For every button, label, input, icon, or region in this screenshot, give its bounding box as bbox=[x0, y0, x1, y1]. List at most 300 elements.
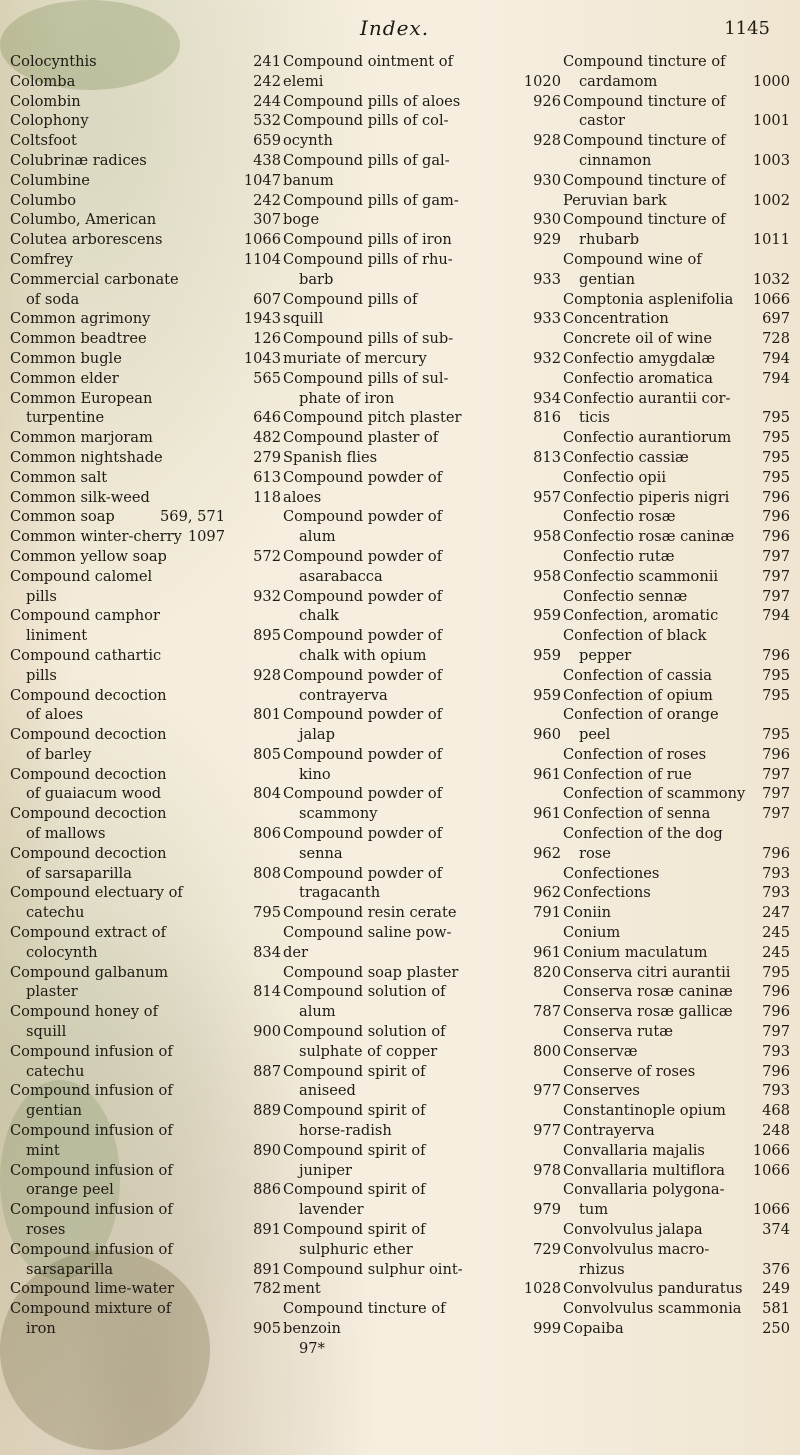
index-entry bbox=[515, 1141, 790, 1161]
index-entry bbox=[515, 1319, 790, 1339]
index-entry bbox=[10, 745, 225, 765]
entry-page: 933 bbox=[533, 310, 561, 328]
entry-text: Concentration bbox=[563, 310, 669, 328]
entry-page: 805 bbox=[253, 745, 281, 763]
entry-text: Compound calomel bbox=[10, 567, 153, 585]
entry-text: Convallaria multiflora bbox=[563, 1161, 725, 1179]
index-entry bbox=[10, 982, 225, 1002]
index-entry bbox=[10, 1141, 225, 1161]
index-entry bbox=[515, 369, 790, 389]
entry-page: 307 bbox=[253, 211, 281, 229]
entry-page: 795 bbox=[762, 429, 790, 447]
index-entry bbox=[515, 1200, 790, 1220]
entry-text: Convallaria polygona- bbox=[563, 1181, 725, 1199]
index-entry bbox=[10, 111, 225, 131]
index-entry bbox=[235, 408, 510, 428]
entry-text: Confection of opium bbox=[563, 686, 713, 704]
entry-text: pills bbox=[26, 587, 57, 605]
index-entry bbox=[10, 290, 225, 310]
entry-page: 1002 bbox=[752, 191, 790, 209]
entry-page: 438 bbox=[253, 151, 281, 169]
entry-text: Compound galbanum bbox=[10, 963, 169, 981]
entry-page: 929 bbox=[533, 231, 561, 249]
entry-text: squill bbox=[26, 1023, 67, 1041]
entry-text: tum bbox=[579, 1201, 609, 1219]
index-entry bbox=[10, 725, 225, 745]
index-entry bbox=[10, 1101, 225, 1121]
entry-text: Compound powder of bbox=[283, 825, 443, 843]
entry-page: 581 bbox=[762, 1300, 790, 1318]
entry-text: Compound infusion of bbox=[10, 1161, 173, 1179]
index-entry bbox=[235, 784, 510, 804]
entry-page: 797 bbox=[762, 1023, 790, 1041]
index-entry bbox=[235, 448, 510, 468]
index-entry bbox=[10, 1062, 225, 1082]
entry-page: 1066 bbox=[752, 1161, 790, 1179]
index-entry bbox=[10, 1081, 225, 1101]
index-entry bbox=[10, 567, 225, 587]
entry-text: kino bbox=[299, 765, 331, 783]
entry-page: 532 bbox=[253, 112, 281, 130]
entry-text: chalk with opium bbox=[299, 646, 427, 664]
index-entry bbox=[10, 151, 225, 171]
entry-text: chalk bbox=[299, 607, 339, 625]
entry-text: Compound tincture of bbox=[563, 171, 726, 189]
entry-page: 926 bbox=[533, 92, 561, 110]
entry-page: 729 bbox=[533, 1240, 561, 1258]
entry-page: 933 bbox=[533, 270, 561, 288]
entry-text: Compound spirit of bbox=[283, 1062, 426, 1080]
running-title: Index. bbox=[360, 16, 430, 40]
index-entry bbox=[235, 488, 510, 508]
entry-text: liniment bbox=[26, 627, 88, 645]
index-entry bbox=[515, 626, 790, 646]
entry-page: 794 bbox=[762, 369, 790, 387]
entry-text: Comptonia asplenifolia bbox=[563, 290, 734, 308]
entry-text: Confectio opii bbox=[563, 468, 666, 486]
entry-text: contrayerva bbox=[299, 686, 388, 704]
entry-text: Compound spirit of bbox=[283, 1141, 426, 1159]
index-entry bbox=[10, 784, 225, 804]
entry-text: Compound honey of bbox=[10, 1003, 158, 1021]
entry-page: 482 bbox=[253, 429, 281, 447]
index-entry bbox=[235, 349, 510, 369]
entry-text: Compound powder of bbox=[283, 508, 443, 526]
entry-text: Compound tincture of bbox=[563, 53, 726, 70]
index-entry bbox=[10, 448, 225, 468]
index-entry bbox=[10, 230, 225, 250]
index-entry bbox=[235, 765, 510, 785]
entry-text: Compound pills of rhu- bbox=[283, 250, 453, 268]
index-entry bbox=[235, 963, 510, 983]
index-entry bbox=[515, 131, 790, 151]
entry-page: 791 bbox=[533, 904, 561, 922]
entry-page: 814 bbox=[253, 983, 281, 1001]
entry-text: benzoin bbox=[283, 1320, 341, 1337]
entry-page: 891 bbox=[253, 1221, 281, 1239]
index-entry bbox=[10, 52, 225, 72]
entry-text: Common silk-weed bbox=[10, 488, 150, 506]
entry-page: 796 bbox=[762, 646, 790, 664]
entry-page: 376 bbox=[762, 1260, 790, 1278]
index-entry bbox=[235, 1279, 510, 1299]
index-entry bbox=[515, 428, 790, 448]
entry-page: 808 bbox=[253, 864, 281, 882]
index-entry bbox=[515, 784, 790, 804]
index-entry bbox=[235, 151, 510, 171]
index-entry bbox=[10, 131, 225, 151]
entry-text: Colutea arborescens bbox=[10, 231, 163, 249]
entry-page: 241 bbox=[253, 53, 281, 70]
index-entry bbox=[10, 408, 225, 428]
index-entry bbox=[10, 1319, 225, 1339]
entry-text: Common winter-cherry bbox=[10, 528, 182, 546]
entry-text: lavender bbox=[299, 1201, 364, 1219]
entry-page: 961 bbox=[533, 805, 561, 823]
index-entry bbox=[10, 903, 225, 923]
entry-text: catechu bbox=[26, 904, 85, 922]
index-entry bbox=[515, 270, 790, 290]
index-entry bbox=[235, 131, 510, 151]
entry-text: Compound solution of bbox=[283, 983, 446, 1001]
entry-text: Compound decoction bbox=[10, 726, 167, 744]
entry-text: Confectio rutæ bbox=[563, 547, 675, 565]
entry-page: 793 bbox=[762, 864, 790, 882]
entry-page: 565 bbox=[253, 369, 281, 387]
entry-text: Compound decoction bbox=[10, 844, 167, 862]
entry-text: Confection, aromatic bbox=[563, 607, 719, 625]
entry-text: Compound electuary of bbox=[10, 884, 183, 902]
entry-text: Confection of senna bbox=[563, 805, 711, 823]
entry-text: rose bbox=[579, 844, 611, 862]
index-entry bbox=[10, 349, 225, 369]
entry-text: peel bbox=[579, 726, 611, 744]
index-entry bbox=[10, 72, 225, 92]
entry-text: Compound wine of bbox=[563, 250, 702, 268]
entry-text: aniseed bbox=[299, 1082, 356, 1100]
index-entry bbox=[235, 1161, 510, 1181]
entry-page: 905 bbox=[253, 1320, 281, 1337]
entry-text: Conserva rosæ caninæ bbox=[563, 983, 733, 1001]
index-entry bbox=[515, 250, 790, 270]
entry-page: 697 bbox=[762, 310, 790, 328]
index-entry bbox=[515, 903, 790, 923]
index-entry bbox=[10, 1121, 225, 1141]
entry-text: turpentine bbox=[26, 409, 105, 427]
entry-page: 374 bbox=[762, 1221, 790, 1239]
entry-page: 800 bbox=[533, 1042, 561, 1060]
index-entry bbox=[515, 1062, 790, 1082]
entry-text: Compound cathartic bbox=[10, 646, 162, 664]
index-entry bbox=[515, 963, 790, 983]
entry-page: 795 bbox=[762, 726, 790, 744]
entry-text: Common agrimony bbox=[10, 310, 151, 328]
entry-page: 958 bbox=[533, 528, 561, 546]
page-header bbox=[0, 10, 800, 50]
index-entry bbox=[10, 1260, 225, 1280]
entry-page: 1943 bbox=[243, 310, 281, 328]
entry-text: rhubarb bbox=[579, 231, 640, 249]
entry-text: Confectio sennæ bbox=[563, 587, 688, 605]
index-entry bbox=[515, 864, 790, 884]
index-entry bbox=[235, 1002, 510, 1022]
index-entry bbox=[515, 1299, 790, 1319]
entry-text: Compound plaster of bbox=[283, 429, 439, 447]
entry-text: Compound camphor bbox=[10, 607, 160, 625]
index-entry bbox=[235, 1260, 510, 1280]
entry-text: squill bbox=[283, 310, 324, 328]
index-entry bbox=[515, 1260, 790, 1280]
entry-page: 978 bbox=[533, 1161, 561, 1179]
index-entry bbox=[515, 329, 790, 349]
entry-text: of soda bbox=[26, 290, 80, 308]
entry-page: 795 bbox=[762, 666, 790, 684]
entry-page: 962 bbox=[533, 884, 561, 902]
entry-text: Compound powder of bbox=[283, 468, 443, 486]
entry-page: 961 bbox=[533, 943, 561, 961]
entry-text: Compound pills of bbox=[283, 290, 418, 308]
entry-text: Compound resin cerate bbox=[283, 904, 457, 922]
entry-text: Compound infusion of bbox=[10, 1201, 173, 1219]
index-entry bbox=[10, 329, 225, 349]
index-entry bbox=[515, 389, 790, 409]
index-entry bbox=[10, 587, 225, 607]
index-entry bbox=[515, 1121, 790, 1141]
index-entry bbox=[235, 1101, 510, 1121]
entry-text: banum bbox=[283, 171, 334, 189]
entry-page: 816 bbox=[533, 409, 561, 427]
entry-text: colocynth bbox=[26, 943, 98, 961]
entry-text: Compound extract of bbox=[10, 924, 166, 942]
index-entry bbox=[515, 1240, 790, 1260]
entry-page: 890 bbox=[253, 1141, 281, 1159]
index-entry bbox=[515, 824, 790, 844]
index-entry bbox=[235, 72, 510, 92]
page-number: 1145 bbox=[724, 18, 770, 39]
entry-page: 793 bbox=[762, 1042, 790, 1060]
entry-text: Columbo bbox=[10, 191, 76, 209]
entry-text: jalap bbox=[299, 726, 335, 744]
entry-text: Commercial carbonate bbox=[10, 270, 179, 288]
index-entry bbox=[10, 864, 225, 884]
index-entry bbox=[515, 1161, 790, 1181]
entry-page: 796 bbox=[762, 983, 790, 1001]
entry-text: asarabacca bbox=[299, 567, 383, 585]
index-entry bbox=[235, 725, 510, 745]
entry-page: 1020 bbox=[523, 72, 561, 90]
entry-text: Compound tincture of bbox=[283, 1300, 446, 1318]
entry-text: Convolvulus macro- bbox=[563, 1240, 710, 1258]
entry-page: 796 bbox=[762, 488, 790, 506]
entry-text: Compound spirit of bbox=[283, 1221, 426, 1239]
entry-page: 900 bbox=[253, 1023, 281, 1041]
index-entry bbox=[10, 1002, 225, 1022]
index-entry bbox=[235, 1141, 510, 1161]
index-entry bbox=[515, 1022, 790, 1042]
entry-text: Coniin bbox=[563, 904, 612, 922]
entry-page: 797 bbox=[762, 805, 790, 823]
index-entry bbox=[235, 824, 510, 844]
entry-text: mint bbox=[26, 1141, 60, 1159]
entry-text: phate of iron bbox=[299, 389, 395, 407]
entry-text: of mallows bbox=[26, 825, 106, 843]
index-entry bbox=[10, 824, 225, 844]
index-entry bbox=[515, 646, 790, 666]
entry-text: Constantinople opium bbox=[563, 1102, 726, 1120]
index-entry bbox=[10, 686, 225, 706]
index-entry bbox=[515, 111, 790, 131]
entry-page: 613 bbox=[253, 468, 281, 486]
index-entry bbox=[235, 111, 510, 131]
index-entry bbox=[515, 349, 790, 369]
entry-page: 797 bbox=[762, 587, 790, 605]
entry-text: Compound solution of bbox=[283, 1023, 446, 1041]
index-entry bbox=[515, 527, 790, 547]
entry-text: Compound decoction bbox=[10, 805, 167, 823]
entry-page: 820 bbox=[533, 963, 561, 981]
index-entry bbox=[10, 1220, 225, 1240]
entry-text: Compound powder of bbox=[283, 627, 443, 645]
index-column-3 bbox=[515, 52, 790, 1432]
entry-text: Common elder bbox=[10, 369, 119, 387]
entry-page: 248 bbox=[762, 1122, 790, 1140]
index-entry bbox=[515, 883, 790, 903]
entry-text: Comfrey bbox=[10, 250, 74, 268]
index-entry bbox=[235, 1319, 510, 1339]
index-entry bbox=[515, 1180, 790, 1200]
index-entry bbox=[235, 686, 510, 706]
entry-page: 794 bbox=[762, 349, 790, 367]
index-entry bbox=[515, 52, 790, 72]
index-entry bbox=[235, 250, 510, 270]
index-entry bbox=[515, 567, 790, 587]
entry-text: Copaiba bbox=[563, 1320, 624, 1337]
entry-text: Conserva rutæ bbox=[563, 1023, 673, 1041]
entry-text: horse-radish bbox=[299, 1122, 392, 1140]
entry-text: Compound infusion of bbox=[10, 1240, 173, 1258]
entry-text: Compound spirit of bbox=[283, 1181, 426, 1199]
index-entry bbox=[10, 765, 225, 785]
index-entry bbox=[235, 705, 510, 725]
index-entry bbox=[515, 705, 790, 725]
entry-text: Compound pills of iron bbox=[283, 231, 452, 249]
index-entry bbox=[515, 1002, 790, 1022]
entry-text: ment bbox=[283, 1280, 321, 1298]
index-entry bbox=[10, 547, 225, 567]
index-entry bbox=[515, 191, 790, 211]
entry-page: 959 bbox=[533, 607, 561, 625]
entry-text: elemi bbox=[283, 72, 324, 90]
entry-text: Conservæ bbox=[563, 1042, 638, 1060]
index-entry bbox=[10, 507, 225, 527]
entry-page: 795 bbox=[762, 448, 790, 466]
index-entry bbox=[10, 1161, 225, 1181]
entry-text: tragacanth bbox=[299, 884, 381, 902]
index-entry bbox=[235, 844, 510, 864]
index-entry bbox=[515, 765, 790, 785]
entry-text: Confection of the dog bbox=[563, 825, 723, 843]
index-entry bbox=[515, 72, 790, 92]
entry-page: 813 bbox=[533, 448, 561, 466]
entry-text: Confection of orange bbox=[563, 706, 719, 724]
entry-page: 607 bbox=[253, 290, 281, 308]
index-entry bbox=[10, 171, 225, 191]
index-entry bbox=[515, 606, 790, 626]
index-entry bbox=[515, 1279, 790, 1299]
entry-text: Compound powder of bbox=[283, 864, 443, 882]
index-columns bbox=[10, 52, 790, 1432]
index-entry bbox=[235, 507, 510, 527]
entry-page: 1028 bbox=[523, 1280, 561, 1298]
index-entry bbox=[235, 191, 510, 211]
entry-text: cardamom bbox=[579, 72, 658, 90]
entry-page: 796 bbox=[762, 1003, 790, 1021]
entry-text: Convolvulus jalapa bbox=[563, 1221, 703, 1239]
entry-page: 1047 bbox=[243, 171, 281, 189]
entry-page: 279 bbox=[253, 448, 281, 466]
entry-page: 250 bbox=[762, 1320, 790, 1337]
entry-page: 962 bbox=[533, 844, 561, 862]
index-entry bbox=[235, 1081, 510, 1101]
index-entry bbox=[10, 1022, 225, 1042]
entry-text: scammony bbox=[299, 805, 378, 823]
entry-page: 887 bbox=[253, 1062, 281, 1080]
entry-text: Compound soap plaster bbox=[283, 963, 459, 981]
entry-page: 793 bbox=[762, 884, 790, 902]
index-entry bbox=[235, 1042, 510, 1062]
index-entry bbox=[515, 408, 790, 428]
entry-text: Confectio rosæ caninæ bbox=[563, 528, 735, 546]
entry-page: 932 bbox=[253, 587, 281, 605]
entry-text: Conium bbox=[563, 924, 621, 942]
index-entry bbox=[515, 923, 790, 943]
index-entry bbox=[235, 883, 510, 903]
index-entry bbox=[10, 646, 225, 666]
index-entry bbox=[515, 171, 790, 191]
entry-text: 97* bbox=[299, 1339, 325, 1357]
entry-page: 801 bbox=[253, 706, 281, 724]
entry-page: 960 bbox=[533, 726, 561, 744]
index-entry bbox=[10, 1279, 225, 1299]
entry-page: 794 bbox=[762, 607, 790, 625]
entry-page: 1011 bbox=[752, 231, 790, 249]
entry-text: Confection of scammony bbox=[563, 785, 746, 803]
index-entry bbox=[235, 666, 510, 686]
index-entry bbox=[235, 646, 510, 666]
entry-page: 928 bbox=[533, 132, 561, 150]
entry-page: 728 bbox=[762, 330, 790, 348]
entry-page: 1066 bbox=[752, 290, 790, 308]
index-entry bbox=[515, 210, 790, 230]
index-entry bbox=[10, 844, 225, 864]
index-entry bbox=[10, 626, 225, 646]
entry-text: senna bbox=[299, 844, 343, 862]
index-entry bbox=[235, 982, 510, 1002]
index-entry bbox=[10, 705, 225, 725]
entry-page: 977 bbox=[533, 1082, 561, 1100]
index-entry bbox=[515, 151, 790, 171]
entry-text: Common soap bbox=[10, 508, 115, 526]
entry-page: 569, 571 bbox=[160, 508, 225, 526]
entry-page: 1097 bbox=[187, 528, 225, 546]
entry-text: Conserva citri aurantii bbox=[563, 963, 731, 981]
entry-text: Common beadtree bbox=[10, 330, 147, 348]
entry-text: Compound infusion of bbox=[10, 1082, 173, 1100]
entry-page: 895 bbox=[253, 627, 281, 645]
entry-text: Common yellow soap bbox=[10, 547, 167, 565]
index-entry bbox=[235, 606, 510, 626]
entry-text: Compound pitch plaster bbox=[283, 409, 462, 427]
